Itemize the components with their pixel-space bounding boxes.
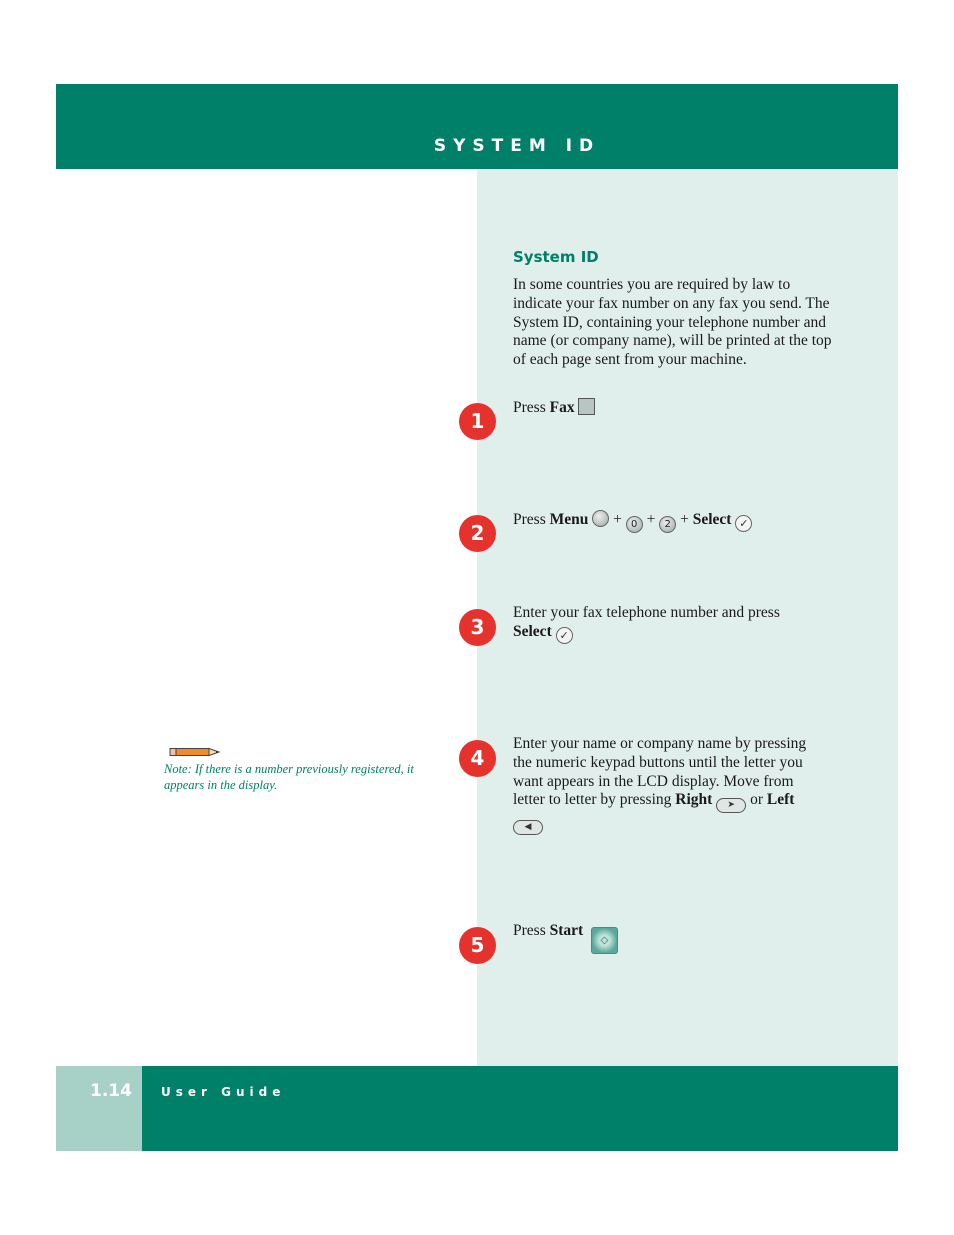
section-title: System ID — [513, 248, 599, 266]
step-4-text — [513, 735, 828, 835]
square-key-icon — [578, 398, 595, 415]
check-icon: ✓ — [735, 515, 752, 532]
step-2-prefix: Press — [513, 511, 550, 528]
key-2-icon: 2 — [659, 516, 676, 533]
menu-label: Menu — [549, 511, 589, 528]
plus-sign: + — [646, 511, 656, 528]
step-number-5: 5 — [459, 927, 496, 964]
pencil-icon — [169, 747, 223, 757]
page-number: 1.14 — [90, 1081, 132, 1101]
start-key-icon: ◇ — [591, 927, 618, 954]
step-5-text — [513, 922, 833, 954]
step-1-prefix: Press — [513, 399, 550, 416]
page-footer — [56, 1066, 898, 1151]
step-number-3: 3 — [459, 609, 496, 646]
page-number-tab — [56, 1066, 142, 1151]
step-3-text — [513, 604, 813, 644]
left-label: Left — [766, 791, 795, 809]
select-label: Select — [513, 622, 552, 640]
start-label: Start — [549, 922, 584, 939]
right-label: Right — [675, 791, 713, 809]
step-4-body: Enter your name or company name by pressing the numeric keypad buttons until the letter you want appears in the LCD display. Move from letter to letter by pressing — [513, 735, 807, 809]
select-label: Select — [692, 511, 732, 528]
plus-sign: + — [613, 511, 622, 528]
or-word: or — [750, 791, 763, 809]
step-number-2: 2 — [459, 515, 496, 552]
check-icon: ✓ — [556, 627, 573, 644]
intro-paragraph: In some countries you are required by law to indicate your fax number on any fax you send. The System ID, containing your telephone number and name (or company name), will be printed at the top of each page sent from your machine. — [513, 276, 832, 369]
footer-label: User Guide — [161, 1085, 286, 1099]
fax-label: Fax — [549, 399, 575, 416]
page-header — [56, 84, 898, 169]
step-3-body: Enter your fax telephone number and press — [513, 604, 780, 621]
step-number-1: 1 — [459, 403, 496, 440]
step-5-prefix: Press — [513, 922, 550, 939]
page-title: SYSTEM ID — [433, 136, 601, 156]
round-key-icon — [592, 510, 609, 527]
step-1-text — [513, 398, 833, 418]
plus-sign: + — [680, 511, 689, 528]
note-text: Note: If there is a number previously registered, it appears in the display. — [164, 762, 414, 792]
left-arrow-key-icon: ◀ — [513, 820, 543, 835]
step-number-4: 4 — [459, 740, 496, 777]
key-0-icon: 0 — [626, 516, 643, 533]
right-arrow-key-icon: ➤ — [716, 798, 746, 813]
step-2-text — [513, 510, 833, 533]
